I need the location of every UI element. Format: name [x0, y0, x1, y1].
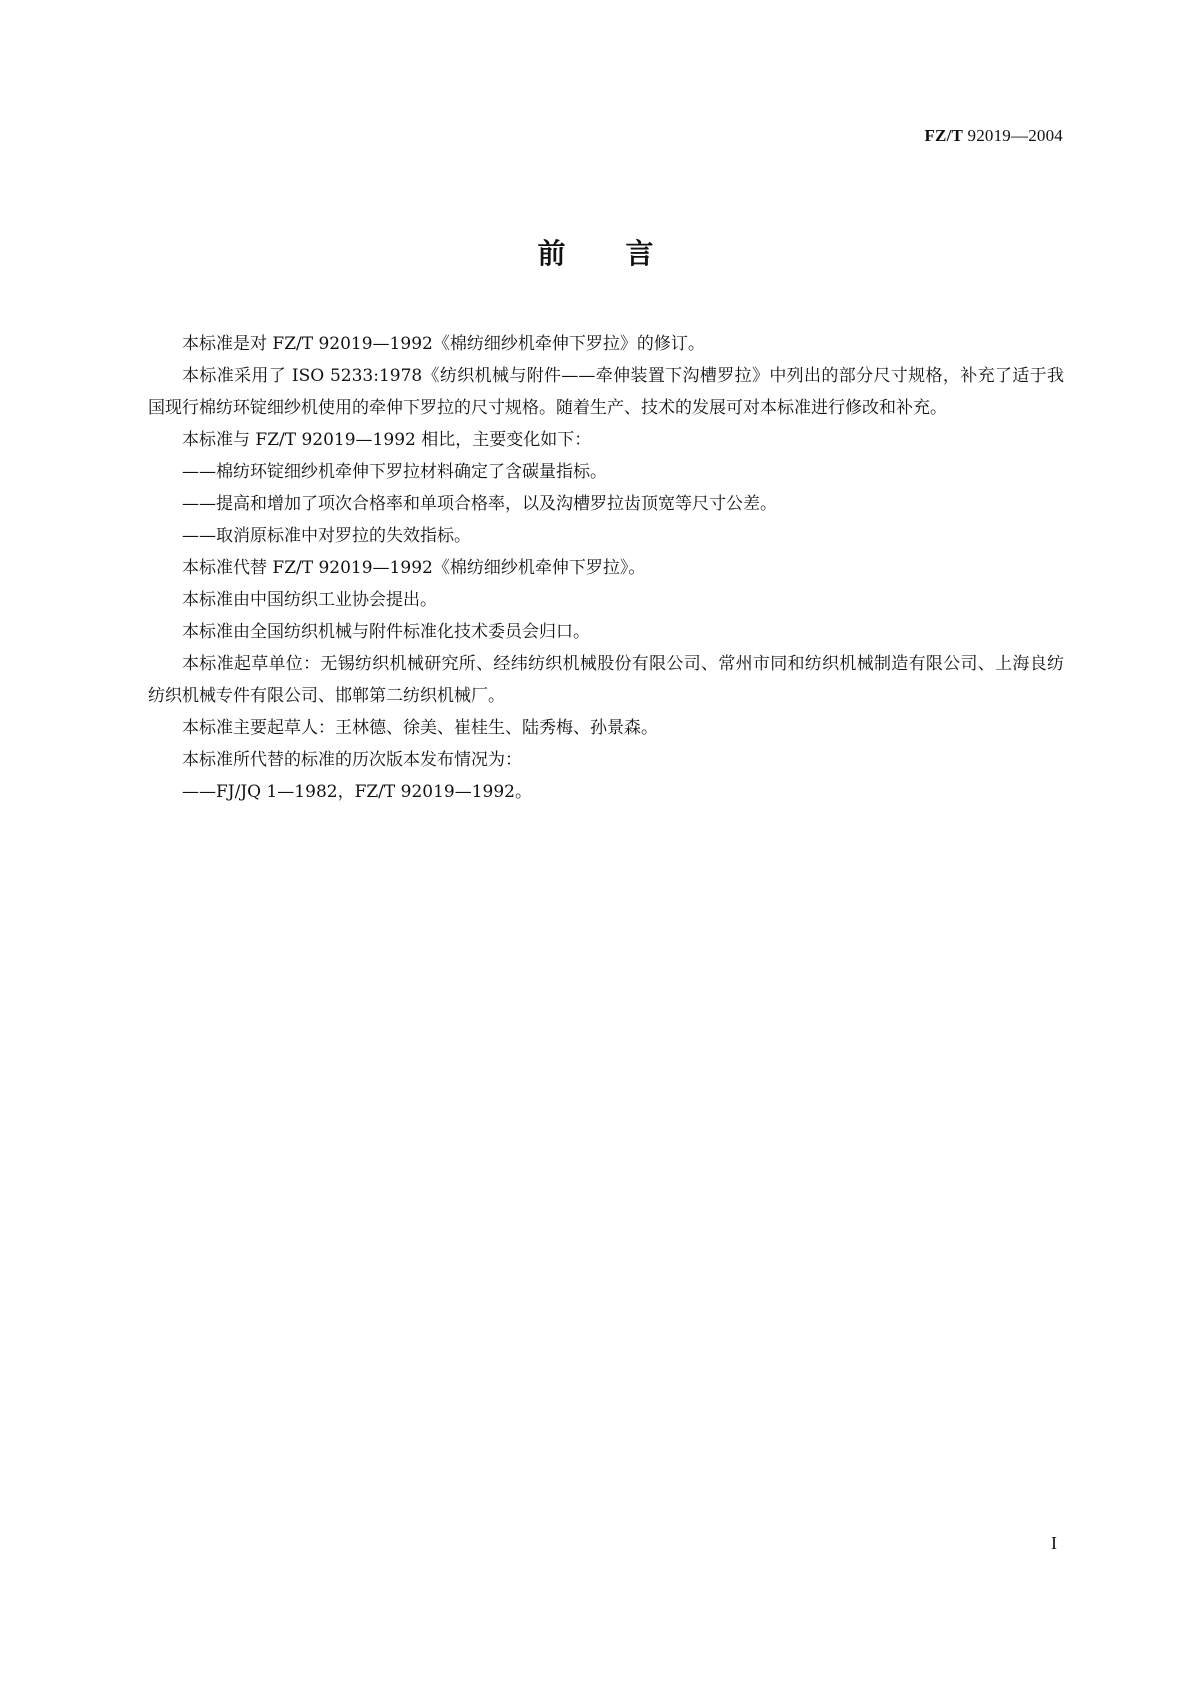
- paragraph: 本标准主要起草人：王林德、徐美、崔桂生、陆秀梅、孙景森。: [182, 718, 658, 738]
- paragraph: 本标准起草单位：无锡纺织机械研究所、经纬纺织机械股份有限公司、常州市同和纺织机械制造有限公司、上海良纺纺织机械专件有限公司、邯郸第二纺织机械厂。: [148, 654, 1064, 706]
- list-item: ——棉纺环锭细纱机牵伸下罗拉材料确定了含碳量指标。: [182, 462, 607, 482]
- page-title: 前言: [537, 237, 714, 270]
- standard-code-prefix: FZ/T: [924, 126, 964, 145]
- standard-code-number: 92019—2004: [963, 126, 1063, 145]
- paragraph: 本标准是对 FZ/T 92019—1992《棉纺细纱机牵伸下罗拉》的修订。: [182, 334, 705, 354]
- standard-code-header: [924, 126, 1063, 146]
- paragraph: 本标准与 FZ/T 92019—1992 相比，主要变化如下：: [182, 430, 592, 450]
- paragraph: 本标准代替 FZ/T 92019—1992《棉纺细纱机牵伸下罗拉》。: [182, 558, 646, 578]
- page-number: I: [1051, 1533, 1057, 1553]
- preface-body: [148, 328, 1064, 808]
- paragraph: 本标准由全国纺织机械与附件标准化技术委员会归口。: [182, 622, 590, 642]
- paragraph: 本标准采用了 ISO 5233:1978《纺织机械与附件——牵伸装置下沟槽罗拉》中列出的部分尺寸规格，补充了适于我国现行棉纺环锭细纱机使用的牵伸下罗拉的尺寸规格。随着生产、技术的发展可对本标准进行修改和补充。: [148, 366, 1064, 418]
- list-item: ——取消原标准中对罗拉的失效指标。: [182, 526, 471, 546]
- list-item: ——提高和增加了项次合格率和单项合格率，以及沟槽罗拉齿顶宽等尺寸公差。: [182, 494, 777, 514]
- list-item: ——FJ/JQ 1—1982，FZ/T 92019—1992。: [182, 782, 532, 802]
- paragraph: 本标准由中国纺织工业协会提出。: [182, 590, 437, 610]
- paragraph: 本标准所代替的标准的历次版本发布情况为：: [182, 750, 522, 770]
